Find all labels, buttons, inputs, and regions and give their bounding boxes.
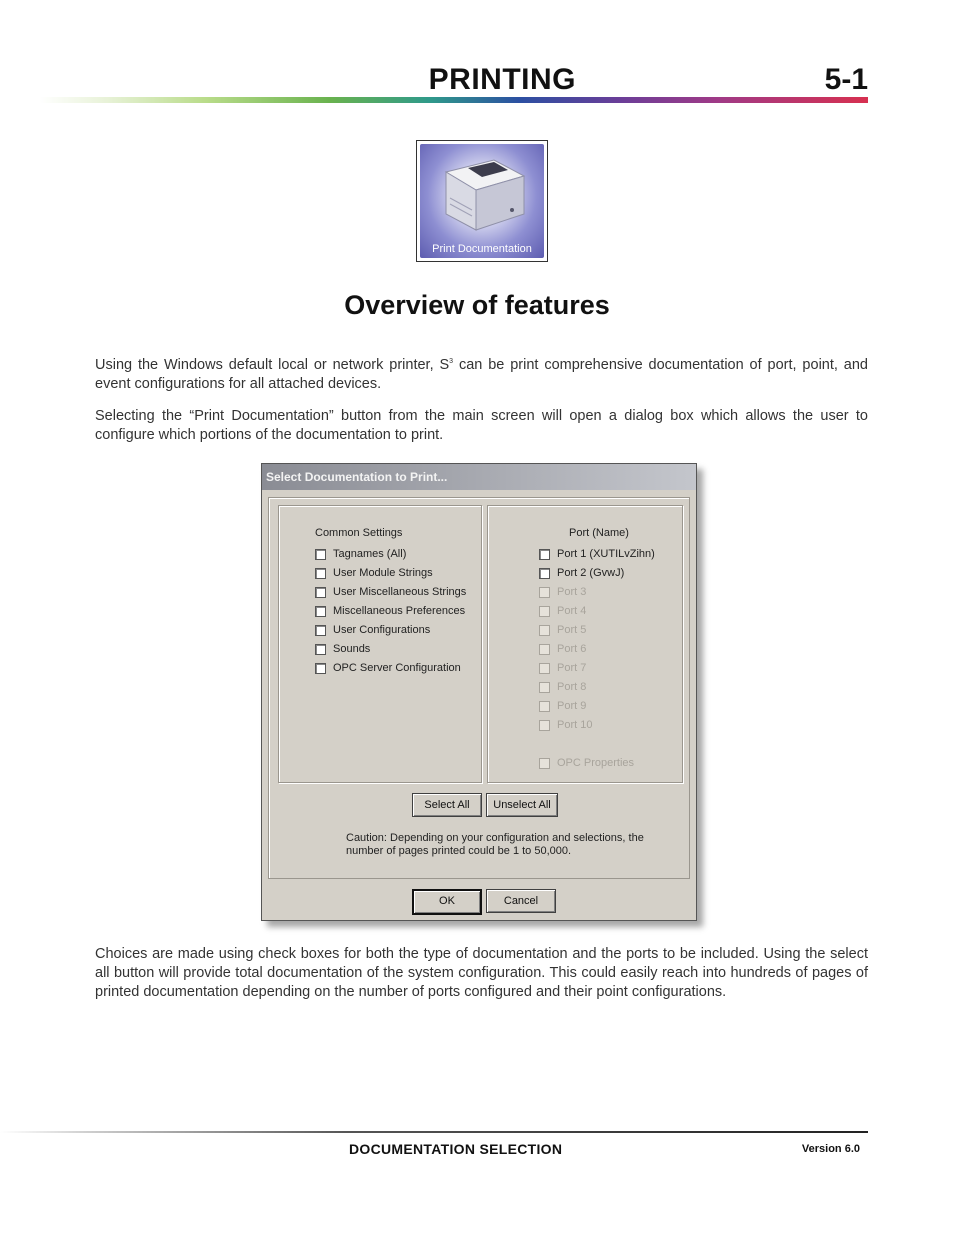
ok-button[interactable]: OK — [412, 889, 482, 915]
checkbox-label: Miscellaneous Preferences — [333, 605, 466, 617]
intro-text-before: Using the Windows default local or network printer, S — [95, 357, 450, 373]
checkbox-tagnames[interactable] — [315, 548, 406, 564]
checkbox-box[interactable] — [539, 568, 550, 579]
checkbox-user-misc-strings[interactable] — [315, 586, 466, 602]
checkbox-port-2[interactable] — [539, 567, 624, 583]
checkbox-box — [539, 758, 550, 769]
caution-text: Caution: Depending on your configuration and selections, the number of pages printed could be 1 to 50,000. — [346, 832, 644, 857]
checkbox-opc-properties — [539, 757, 634, 773]
checkbox-port-3 — [539, 586, 586, 602]
checkbox-box — [539, 587, 550, 598]
checkbox-box — [539, 682, 550, 693]
checkbox-label: Port 8 — [557, 681, 587, 693]
checkbox-label: Tagnames (All) — [333, 548, 407, 560]
print-documentation-button[interactable] — [416, 140, 548, 262]
common-settings-header: Common Settings — [315, 527, 403, 539]
checkbox-box[interactable] — [315, 625, 326, 636]
checkbox-box — [539, 663, 550, 674]
intro-text-after: can be print comprehensive documentation of port, point, and event configurations for all attached devices. — [95, 357, 868, 392]
printer-icon-background — [420, 144, 544, 258]
checkbox-box — [539, 720, 550, 731]
checkbox-opc-server-configuration[interactable] — [315, 662, 461, 678]
checkbox-box — [539, 644, 550, 655]
select-all-button[interactable]: Select All — [412, 793, 482, 817]
checkbox-label: Sounds — [333, 643, 371, 655]
cancel-button[interactable]: Cancel — [486, 889, 556, 913]
checkbox-box[interactable] — [315, 587, 326, 598]
checkbox-port-1[interactable] — [539, 548, 655, 564]
select-documentation-dialog — [261, 463, 697, 921]
checkbox-port-9 — [539, 700, 586, 716]
checkbox-label: Port 4 — [557, 605, 587, 617]
choices-paragraph: Choices are made using check boxes for both the type of documentation and the ports to be included. Using the select all button will provide total documentation of the system configuration. This could easily reach into hundreds of pages of printed documentation depending on the number of ports configured and their point configurations. — [95, 946, 868, 1000]
chapter-title: PRINTING — [428, 63, 576, 96]
printer-icon — [432, 150, 532, 238]
dialog-title: Select Documentation to Print... — [266, 470, 448, 484]
checkbox-label: Port 5 — [557, 624, 587, 636]
checkbox-label: Port 7 — [557, 662, 587, 674]
checkbox-port-8 — [539, 681, 586, 697]
page-number: 5-1 — [824, 63, 868, 96]
checkbox-label: Port 2 (GvwJ) — [557, 567, 625, 579]
intro-superscript: 3 — [449, 358, 454, 366]
checkbox-box[interactable] — [315, 606, 326, 617]
checkbox-sounds[interactable] — [315, 643, 370, 659]
checkbox-label: User Configurations — [333, 624, 431, 636]
dialog-titlebar[interactable] — [262, 464, 696, 490]
checkbox-misc-preferences[interactable] — [315, 605, 465, 621]
dialog-description-paragraph: Selecting the “Print Documentation” button from the main screen will open a dialog box which allows the user to configure which portions of the documentation to print. — [95, 408, 868, 443]
checkbox-port-10 — [539, 719, 592, 735]
intro-paragraph — [95, 356, 868, 394]
checkbox-box[interactable] — [315, 644, 326, 655]
ports-header: Port (Name) — [569, 527, 629, 539]
checkbox-label: Port 6 — [557, 643, 587, 655]
common-settings-panel — [278, 505, 482, 783]
section-heading: Overview of features — [344, 290, 610, 320]
checkbox-user-configurations[interactable] — [315, 624, 430, 640]
checkbox-port-4 — [539, 605, 586, 621]
checkbox-label: User Miscellaneous Strings — [333, 586, 467, 598]
checkbox-port-6 — [539, 643, 586, 659]
checkbox-box[interactable] — [315, 663, 326, 674]
checkbox-box[interactable] — [539, 549, 550, 560]
checkbox-port-7 — [539, 662, 586, 678]
checkbox-label: OPC Properties — [557, 757, 635, 769]
unselect-all-button[interactable]: Unselect All — [486, 793, 558, 817]
footer-rule — [0, 1131, 868, 1133]
checkbox-label: Port 9 — [557, 700, 587, 712]
footer-version: Version 6.0 — [801, 1143, 860, 1155]
checkbox-label: User Module Strings — [333, 567, 433, 579]
checkbox-port-5 — [539, 624, 586, 640]
footer-section-title: DOCUMENTATION SELECTION — [349, 1141, 563, 1157]
checkbox-label: Port 3 — [557, 586, 587, 598]
checkbox-label: OPC Server Configuration — [333, 662, 461, 674]
checkbox-box — [539, 625, 550, 636]
checkbox-user-module-strings[interactable] — [315, 567, 433, 583]
print-documentation-label: Print Documentation — [432, 243, 532, 255]
checkbox-box — [539, 606, 550, 617]
checkbox-box[interactable] — [315, 568, 326, 579]
header-gradient-bar — [40, 97, 868, 103]
checkbox-box — [539, 701, 550, 712]
checkbox-label: Port 1 (XUTILvZihn) — [557, 548, 655, 560]
checkbox-label: Port 10 — [557, 719, 593, 731]
checkbox-box[interactable] — [315, 549, 326, 560]
